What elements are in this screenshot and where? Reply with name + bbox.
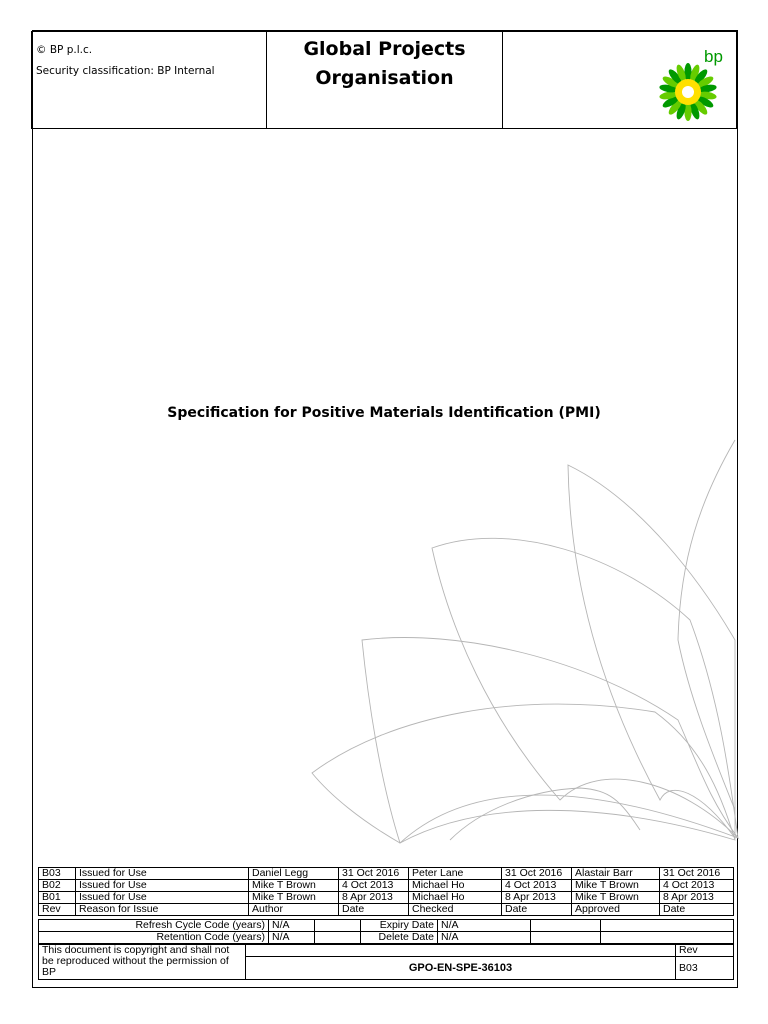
revision-row <box>39 868 734 880</box>
revision-header-row <box>39 904 734 916</box>
meta-blank-cell <box>531 932 601 944</box>
rev-code: B02 <box>39 880 76 892</box>
rev-value: B03 <box>676 957 734 980</box>
retention-row <box>39 932 734 944</box>
approved-date: 8 Apr 2013 <box>660 892 734 904</box>
retention-table <box>38 919 734 944</box>
approved-by: Mike T Brown <box>572 880 660 892</box>
checked-by: Michael Ho <box>409 880 502 892</box>
helios-center <box>682 86 694 98</box>
org-title-line2: Organisation <box>315 67 454 89</box>
meta-blank-cell <box>315 920 361 932</box>
column-header-reason-for-issue: Reason for Issue <box>76 904 249 916</box>
header-logo-cell <box>503 32 736 128</box>
approved-by: Alastair Barr <box>572 868 660 880</box>
expiry-date-label: Expiry Date <box>361 920 438 932</box>
rev-code: B01 <box>39 892 76 904</box>
column-header-checked-date: Date <box>502 904 572 916</box>
approved-by: Mike T Brown <box>572 892 660 904</box>
rev-label: Rev <box>676 945 734 957</box>
author-date: 8 Apr 2013 <box>339 892 409 904</box>
column-header-author: Author <box>249 904 339 916</box>
reason-for-issue: Issued for Use <box>76 892 249 904</box>
copyright-notice: This document is copyright and shall not be reproduced without the permission of BP <box>39 945 246 980</box>
checked-by: Michael Ho <box>409 892 502 904</box>
column-header-approved-date: Date <box>660 904 734 916</box>
meta-blank-cell <box>315 932 361 944</box>
reason-for-issue: Issued for Use <box>76 880 249 892</box>
column-header-approved-by: Approved <box>572 904 660 916</box>
retention-code-label: Retention Code (years) <box>39 932 269 944</box>
author: Mike T Brown <box>249 892 339 904</box>
revision-row <box>39 892 734 904</box>
author-date: 31 Oct 2016 <box>339 868 409 880</box>
header-left-cell <box>32 32 267 128</box>
retention-code-value: N/A <box>269 932 315 944</box>
refresh-cycle-label: Refresh Cycle Code (years) <box>39 920 269 932</box>
bp-helios-logo <box>658 42 730 122</box>
footer-blank-cell <box>246 945 676 957</box>
column-header-checked-by: Checked <box>409 904 502 916</box>
delete-date-value: N/A <box>438 932 531 944</box>
author: Mike T Brown <box>249 880 339 892</box>
author: Daniel Legg <box>249 868 339 880</box>
header-title-cell <box>267 32 503 128</box>
approved-date: 31 Oct 2016 <box>660 868 734 880</box>
column-header-author-date: Date <box>339 904 409 916</box>
delete-date-label: Delete Date <box>361 932 438 944</box>
meta-blank-cell <box>601 932 734 944</box>
author-date: 4 Oct 2013 <box>339 880 409 892</box>
bp-logo-text: bp <box>704 47 723 66</box>
checked-date: 8 Apr 2013 <box>502 892 572 904</box>
checked-date: 4 Oct 2013 <box>502 880 572 892</box>
copyright-line: © BP p.l.c. <box>36 44 93 56</box>
reason-for-issue: Issued for Use <box>76 868 249 880</box>
checked-by: Peter Lane <box>409 868 502 880</box>
page-border <box>32 30 738 988</box>
expiry-date-value: N/A <box>438 920 531 932</box>
column-header-rev-code: Rev <box>39 904 76 916</box>
footer-table <box>38 944 734 980</box>
revision-table <box>38 867 734 916</box>
approved-date: 4 Oct 2013 <box>660 880 734 892</box>
meta-blank-cell <box>531 920 601 932</box>
checked-date: 31 Oct 2016 <box>502 868 572 880</box>
document-number: GPO-EN-SPE-36103 <box>246 957 676 980</box>
refresh-row <box>39 920 734 932</box>
document-header <box>31 31 737 129</box>
rev-code: B03 <box>39 868 76 880</box>
meta-blank-cell <box>601 920 734 932</box>
document-title: Specification for Positive Materials Identification (PMI) <box>167 405 601 421</box>
security-classification: Security classification: BP Internal <box>36 65 215 77</box>
revision-row <box>39 880 734 892</box>
org-title-line1: Global Projects <box>303 38 466 60</box>
refresh-cycle-value: N/A <box>269 920 315 932</box>
